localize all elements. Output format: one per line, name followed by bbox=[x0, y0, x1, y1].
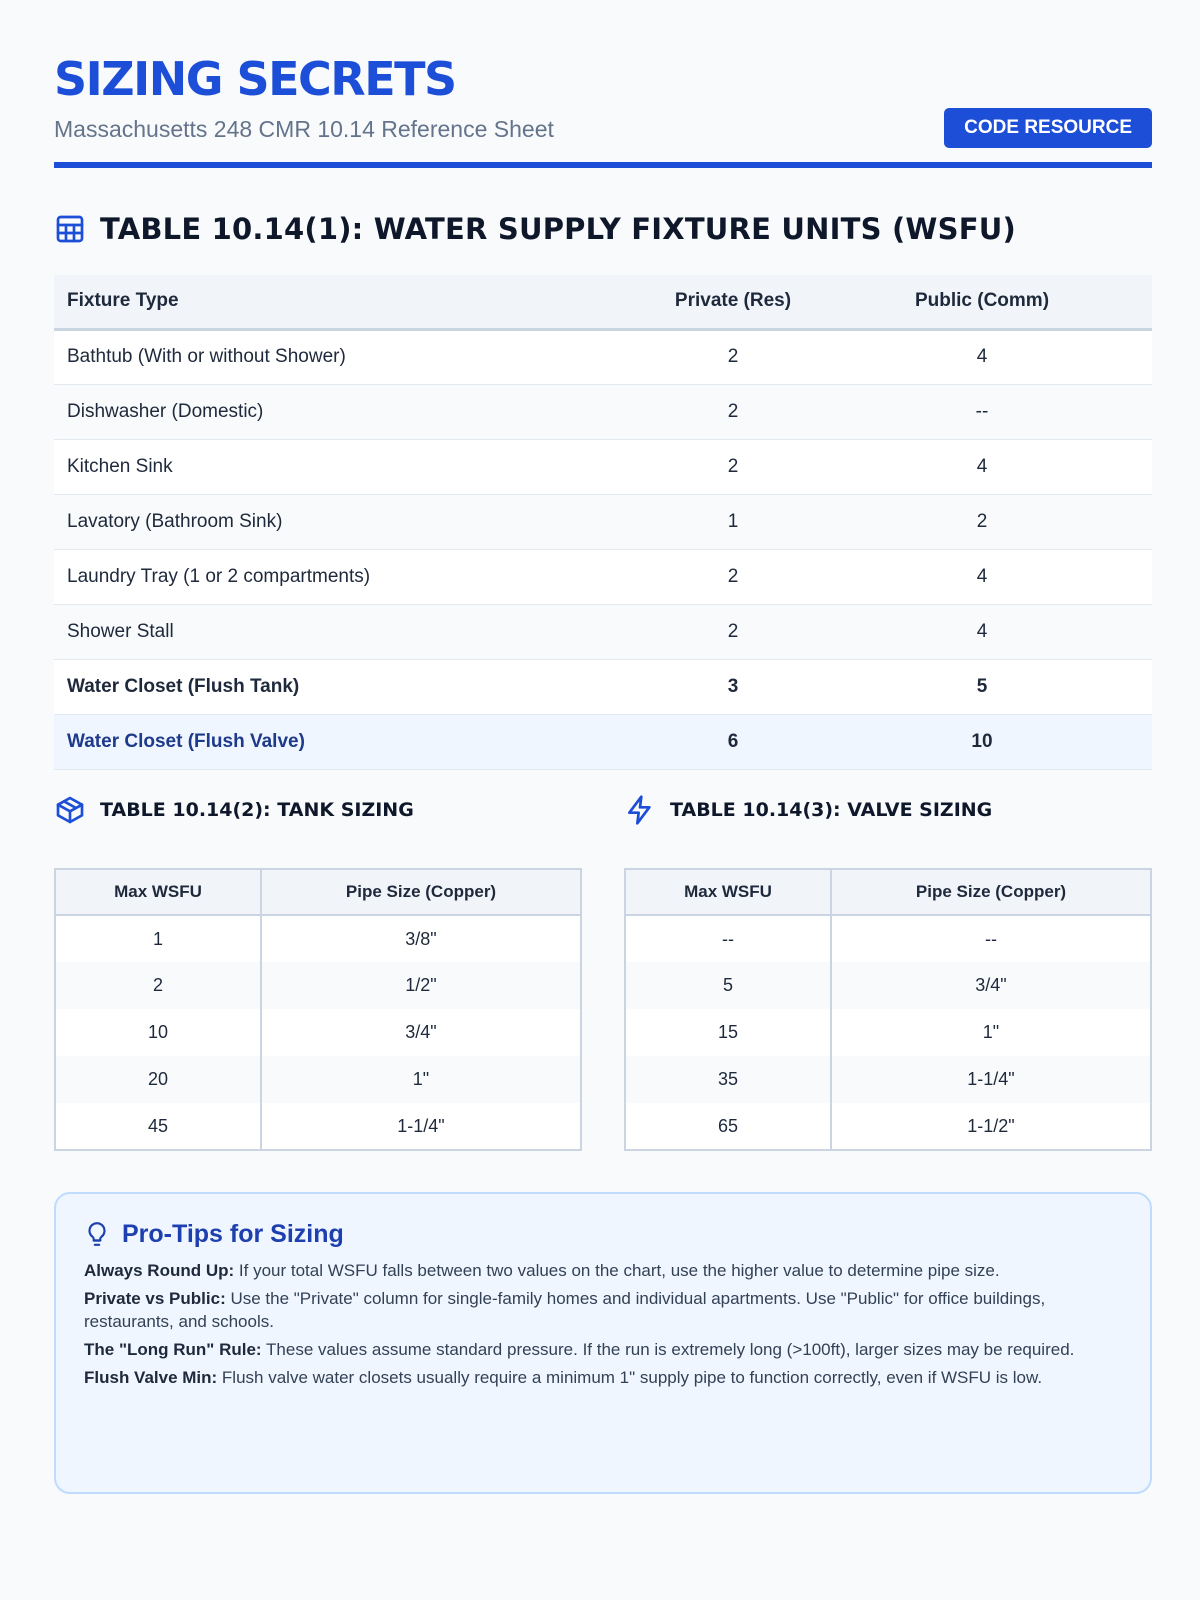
private-cell: 2 bbox=[654, 439, 812, 494]
table-row bbox=[625, 915, 1151, 962]
table-row bbox=[55, 1103, 581, 1150]
table-row bbox=[55, 1009, 581, 1056]
table-row bbox=[55, 915, 581, 962]
pipe-size-cell: 3/4" bbox=[831, 962, 1151, 1009]
public-cell: -- bbox=[812, 384, 1152, 439]
pipe-size-cell: 1/2" bbox=[261, 962, 581, 1009]
wsfu-cell: 15 bbox=[625, 1009, 831, 1056]
wsfu-cell: 10 bbox=[55, 1009, 261, 1056]
tip-text: If your total WSFU falls between two values on the chart, use the higher value to determine pipe size. bbox=[234, 1261, 1000, 1280]
fixture-cell: Bathtub (With or without Shower) bbox=[54, 329, 654, 384]
table-header-row bbox=[55, 869, 581, 915]
private-cell: 2 bbox=[654, 329, 812, 384]
table2-heading bbox=[54, 794, 414, 826]
lightbulb-icon bbox=[84, 1221, 110, 1249]
reference-sheet bbox=[54, 0, 1152, 1387]
private-cell: 3 bbox=[654, 659, 812, 714]
tip-label: Always Round Up: bbox=[84, 1261, 235, 1280]
table-icon bbox=[54, 213, 86, 245]
table3-heading bbox=[624, 794, 992, 826]
pipe-size-cell: 1-1/4" bbox=[261, 1103, 581, 1150]
pipe-size-cell: 1-1/2" bbox=[831, 1103, 1151, 1150]
private-cell: 2 bbox=[654, 384, 812, 439]
column-header: Fixture Type bbox=[54, 275, 654, 329]
table-row bbox=[54, 549, 1152, 604]
public-cell: 10 bbox=[812, 714, 1152, 769]
valve-sizing-table bbox=[624, 868, 1152, 1151]
table-row bbox=[54, 494, 1152, 549]
public-cell: 4 bbox=[812, 439, 1152, 494]
pipe-size-cell: 1" bbox=[261, 1056, 581, 1103]
fixture-cell: Laundry Tray (1 or 2 compartments) bbox=[54, 549, 654, 604]
tip-label: Private vs Public: bbox=[84, 1289, 226, 1308]
column-header: Pipe Size (Copper) bbox=[831, 869, 1151, 915]
private-cell: 6 bbox=[654, 714, 812, 769]
table1-heading bbox=[54, 212, 1016, 246]
public-cell: 5 bbox=[812, 659, 1152, 714]
table-row bbox=[625, 1009, 1151, 1056]
table-row bbox=[54, 439, 1152, 494]
fixture-cell: Dishwasher (Domestic) bbox=[54, 384, 654, 439]
table1-title: TABLE 10.14(1): WATER SUPPLY FIXTURE UNITS (WSFU) bbox=[100, 212, 1016, 246]
table-row bbox=[625, 1103, 1151, 1150]
tip-label: The "Long Run" Rule: bbox=[84, 1340, 262, 1359]
public-cell: 4 bbox=[812, 604, 1152, 659]
pipe-size-cell: 1-1/4" bbox=[831, 1056, 1151, 1103]
column-header: Pipe Size (Copper) bbox=[261, 869, 581, 915]
pipe-size-cell: 1" bbox=[831, 1009, 1151, 1056]
wsfu-cell: 5 bbox=[625, 962, 831, 1009]
pipe-size-cell: 3/8" bbox=[261, 915, 581, 962]
page-title: SIZING SECRETS bbox=[54, 52, 456, 106]
private-cell: 2 bbox=[654, 549, 812, 604]
tank-sizing-table bbox=[54, 868, 582, 1151]
table3-title: TABLE 10.14(3): VALVE SIZING bbox=[670, 799, 993, 821]
tip-text: Flush valve water closets usually require a minimum 1" supply pipe to function correctly, even if WSFU is low. bbox=[217, 1368, 1043, 1387]
fixture-cell: Kitchen Sink bbox=[54, 439, 654, 494]
table-row bbox=[625, 1056, 1151, 1103]
fixture-cell: Water Closet (Flush Tank) bbox=[54, 659, 654, 714]
tip-item bbox=[84, 1366, 1122, 1389]
page-subtitle: Massachusetts 248 CMR 10.14 Reference Sheet bbox=[54, 116, 554, 142]
table-row bbox=[54, 604, 1152, 659]
column-header: Max WSFU bbox=[625, 869, 831, 915]
wsfu-cell: 2 bbox=[55, 962, 261, 1009]
tip-item bbox=[84, 1287, 1122, 1333]
pipe-size-cell: -- bbox=[831, 915, 1151, 962]
column-header: Public (Comm) bbox=[812, 275, 1152, 329]
tip-item bbox=[84, 1338, 1122, 1361]
bolt-icon bbox=[624, 794, 656, 826]
wsfu-cell: 35 bbox=[625, 1056, 831, 1103]
table-row bbox=[55, 962, 581, 1009]
wsfu-cell: 20 bbox=[55, 1056, 261, 1103]
wsfu-cell: 65 bbox=[625, 1103, 831, 1150]
wsfu-cell: -- bbox=[625, 915, 831, 962]
table-row bbox=[54, 384, 1152, 439]
public-cell: 2 bbox=[812, 494, 1152, 549]
tip-text: These values assume standard pressure. If the run is extremely long (>100ft), larger sizes may be required. bbox=[261, 1340, 1075, 1359]
table-header-row bbox=[625, 869, 1151, 915]
table-header-row bbox=[54, 275, 1152, 329]
highlighted-table-row bbox=[54, 714, 1152, 769]
tip-item bbox=[84, 1259, 1122, 1282]
page-header bbox=[54, 0, 1152, 168]
private-cell: 1 bbox=[654, 494, 812, 549]
code-resource-badge: CODE RESOURCE bbox=[944, 108, 1152, 148]
table-row bbox=[54, 329, 1152, 384]
tip-label: Flush Valve Min: bbox=[84, 1368, 218, 1387]
pro-tips-heading bbox=[84, 1220, 1122, 1249]
column-header: Private (Res) bbox=[654, 275, 812, 329]
fixture-cell: Shower Stall bbox=[54, 604, 654, 659]
wsfu-cell: 45 bbox=[55, 1103, 261, 1150]
fixture-cell: Lavatory (Bathroom Sink) bbox=[54, 494, 654, 549]
tip-text: Use the "Private" column for single-family homes and individual apartments. Use "Public" for office buildings, restaurants, and schools. bbox=[84, 1289, 1046, 1331]
table-row bbox=[625, 962, 1151, 1009]
private-cell: 2 bbox=[654, 604, 812, 659]
pipe-size-cell: 3/4" bbox=[261, 1009, 581, 1056]
table2-title: TABLE 10.14(2): TANK SIZING bbox=[100, 799, 414, 821]
column-header: Max WSFU bbox=[55, 869, 261, 915]
fixture-cell: Water Closet (Flush Valve) bbox=[54, 714, 654, 769]
box-icon bbox=[54, 794, 86, 826]
public-cell: 4 bbox=[812, 329, 1152, 384]
public-cell: 4 bbox=[812, 549, 1152, 604]
wsfu-table bbox=[54, 275, 1152, 770]
pro-tips-title: Pro-Tips for Sizing bbox=[122, 1220, 344, 1248]
pro-tips-box bbox=[54, 1192, 1152, 1494]
table-row bbox=[55, 1056, 581, 1103]
table-row bbox=[54, 659, 1152, 714]
wsfu-cell: 1 bbox=[55, 915, 261, 962]
